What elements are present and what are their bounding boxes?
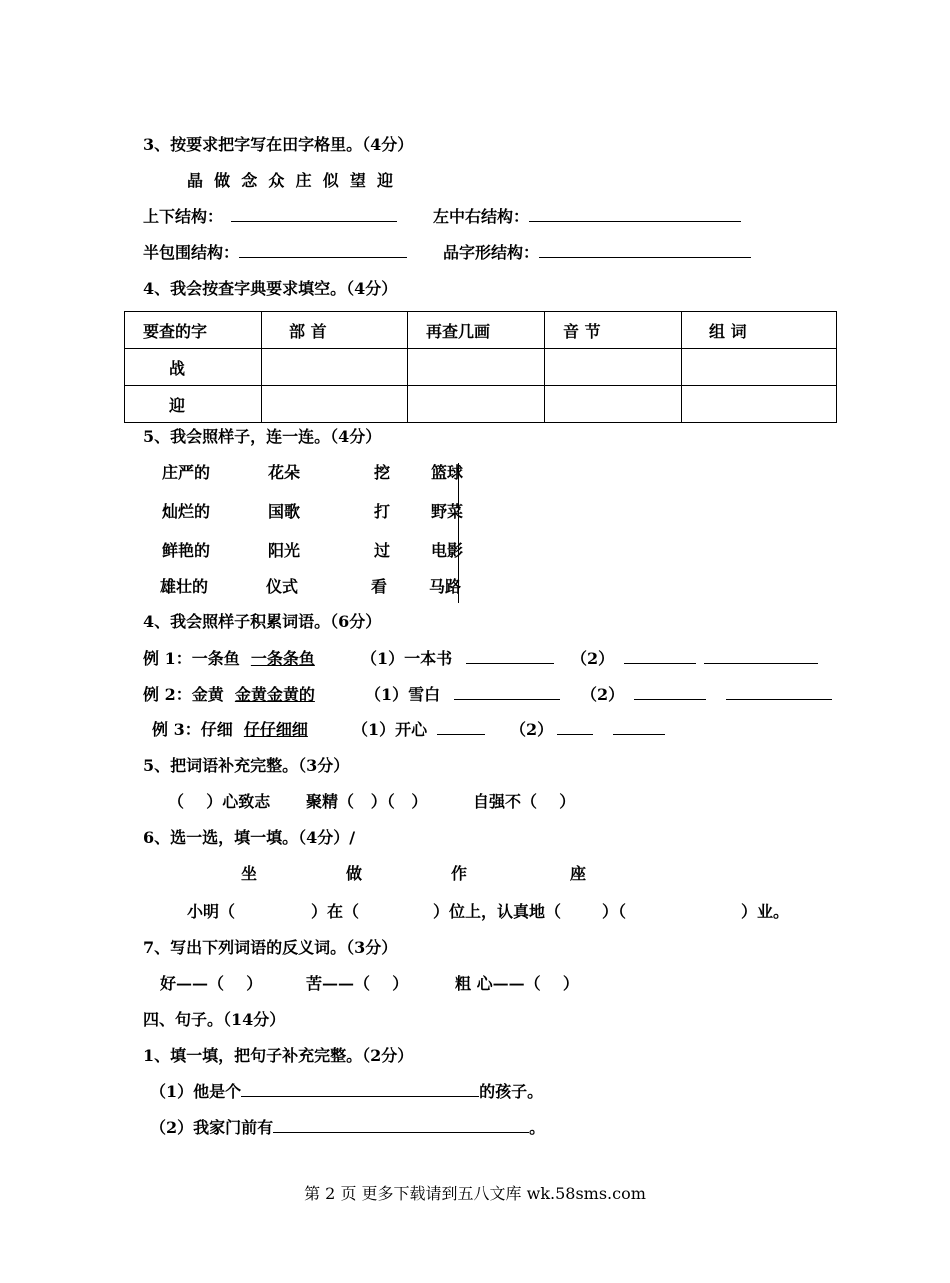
answer-blank[interactable] xyxy=(557,720,593,735)
example-answer: 仔仔细细 xyxy=(243,720,308,739)
example-2 xyxy=(143,685,315,705)
sentence-suffix: 的孩子。 xyxy=(479,1082,544,1101)
answer-blank[interactable] xyxy=(437,720,485,735)
idiom-item: 自强不（ ） xyxy=(473,792,576,811)
label-top-bottom: 上下结构： xyxy=(143,207,224,226)
section-4-title: 四、句子。（14分） xyxy=(143,1010,286,1029)
example-1-q2 xyxy=(571,649,818,669)
match-col2-item: 国歌 xyxy=(268,502,301,521)
example-label: 例 2： xyxy=(143,685,192,704)
q6-sentence-1: 小明（ xyxy=(187,902,236,921)
q5-complete-title: 5、把词语补充完整。（3分） xyxy=(143,756,350,775)
table-header: 再查几画 xyxy=(408,312,545,349)
q3-title: 3、按要求把字写在田字格里。（4分） xyxy=(143,135,414,154)
question-label: （1）开心 xyxy=(352,720,428,739)
question-label: （2） xyxy=(571,649,615,668)
q7-title: 7、写出下列词语的反义词。（3分） xyxy=(143,938,398,957)
example-answer: 一条条鱼 xyxy=(250,649,315,668)
match-col3-item: 过 xyxy=(374,541,391,560)
answer-blank[interactable] xyxy=(624,649,696,664)
question-label: （2） xyxy=(581,685,625,704)
q3-chars: 晶 做 念 众 庄 似 望 迎 xyxy=(187,171,393,190)
sentence-2 xyxy=(150,1118,545,1138)
q3-row1 xyxy=(143,207,397,227)
example-1 xyxy=(143,649,315,669)
table-cell[interactable] xyxy=(408,349,545,386)
q3-row2b xyxy=(443,243,751,263)
table-cell: 迎 xyxy=(125,386,262,423)
match-col1-item: 鲜艳的 xyxy=(162,541,211,560)
idiom-item: 聚精（ ）（ ） xyxy=(306,792,428,811)
answer-blank[interactable] xyxy=(726,685,832,700)
choice-word: 坐 xyxy=(241,864,258,883)
match-col3-item: 打 xyxy=(374,502,391,521)
match-col4-item: 电影 xyxy=(431,541,464,560)
antonym-item: 粗 心——（ ） xyxy=(455,974,579,993)
answer-blank[interactable] xyxy=(634,685,706,700)
example-2-q2 xyxy=(581,685,832,705)
label-half-enclosed: 半包围结构： xyxy=(143,243,240,262)
example-3-q2 xyxy=(510,720,665,740)
example-answer: 金黄金黄的 xyxy=(234,685,315,704)
match-col3-item: 挖 xyxy=(374,463,391,482)
q6-sentence-2: ）在（ xyxy=(311,902,360,921)
answer-blank[interactable] xyxy=(273,1118,529,1133)
q3-row2 xyxy=(143,243,407,263)
answer-blank[interactable] xyxy=(239,243,407,258)
table-cell[interactable] xyxy=(682,349,837,386)
label-pin-shape: 品字形结构： xyxy=(443,243,540,262)
table-header: 音 节 xyxy=(545,312,682,349)
answer-blank[interactable] xyxy=(539,243,751,258)
answer-blank[interactable] xyxy=(454,685,560,700)
table-row xyxy=(125,386,837,423)
q4-words-title: 4、我会照样子积累词语。（6分） xyxy=(143,612,382,631)
sentence-1 xyxy=(150,1082,543,1102)
sentence-suffix: 。 xyxy=(529,1118,546,1137)
example-label: 例 1： xyxy=(143,649,192,668)
match-col3-item: 看 xyxy=(371,577,388,596)
q6-sentence-5: ）业。 xyxy=(741,902,790,921)
divider-line xyxy=(458,463,459,603)
q6-sentence-4: ）（ xyxy=(602,902,627,921)
table-cell[interactable] xyxy=(262,349,408,386)
table-cell[interactable] xyxy=(408,386,545,423)
answer-blank[interactable] xyxy=(466,649,554,664)
question-label: （1）一本书 xyxy=(361,649,453,668)
match-col4-item: 马路 xyxy=(429,577,462,596)
table-cell[interactable] xyxy=(545,349,682,386)
answer-blank[interactable] xyxy=(613,720,665,735)
match-col4-item: 篮球 xyxy=(431,463,464,482)
q6-title: 6、选一选，填一填。（4分）/ xyxy=(143,828,356,847)
sentence-prefix: （1）他是个 xyxy=(150,1082,242,1101)
table-cell[interactable] xyxy=(262,386,408,423)
choice-word: 作 xyxy=(451,864,468,883)
choice-word: 做 xyxy=(346,864,363,883)
table-cell[interactable] xyxy=(682,386,837,423)
table-row xyxy=(125,349,837,386)
antonym-item: 好——（ ） xyxy=(160,974,263,993)
match-col2-item: 阳光 xyxy=(268,541,301,560)
answer-blank[interactable] xyxy=(529,207,741,222)
example-label: 例 3： xyxy=(152,720,201,739)
example-1-q1 xyxy=(361,649,554,669)
page-footer: 第 2 页 更多下载请到五八文库 wk.58sms.com xyxy=(304,1184,646,1203)
q4-dict-title: 4、我会按查字典要求填空。（4分） xyxy=(143,279,398,298)
idiom-item: （ ）心致志 xyxy=(168,792,271,811)
match-col1-item: 雄壮的 xyxy=(160,577,209,596)
choice-word: 座 xyxy=(570,864,587,883)
example-word: 金黄 xyxy=(191,685,224,704)
table-header-row xyxy=(125,312,837,349)
match-col1-item: 灿烂的 xyxy=(162,502,211,521)
example-3-q1 xyxy=(352,720,485,740)
match-col1-item: 庄严的 xyxy=(162,463,211,482)
answer-blank[interactable] xyxy=(231,207,397,222)
example-3 xyxy=(152,720,308,740)
q5-match-title: 5、我会照样子，连一连。（4分） xyxy=(143,427,382,446)
example-2-q1 xyxy=(365,685,560,705)
table-header: 要查的字 xyxy=(125,312,262,349)
answer-blank[interactable] xyxy=(704,649,818,664)
label-left-mid-right: 左中右结构： xyxy=(433,207,530,226)
match-col2-item: 仪式 xyxy=(266,577,299,596)
table-header: 部 首 xyxy=(262,312,408,349)
q6-sentence-3: ）位上，认真地（ xyxy=(433,902,562,921)
example-word: 仔细 xyxy=(200,720,233,739)
antonym-item: 苦——（ ） xyxy=(306,974,409,993)
sentence-prefix: （2）我家门前有 xyxy=(150,1118,274,1137)
match-col2-item: 花朵 xyxy=(268,463,301,482)
question-label: （2） xyxy=(510,720,554,739)
example-word: 一条鱼 xyxy=(191,649,240,668)
question-label: （1）雪白 xyxy=(365,685,441,704)
answer-blank[interactable] xyxy=(241,1082,479,1097)
q3-row1b xyxy=(433,207,741,227)
table-cell[interactable] xyxy=(545,386,682,423)
table-cell: 战 xyxy=(125,349,262,386)
table-header: 组 词 xyxy=(682,312,837,349)
dictionary-table xyxy=(124,311,837,423)
match-col4-item: 野菜 xyxy=(431,502,464,521)
section-4-q1-title: 1、填一填，把句子补充完整。（2分） xyxy=(143,1046,414,1065)
